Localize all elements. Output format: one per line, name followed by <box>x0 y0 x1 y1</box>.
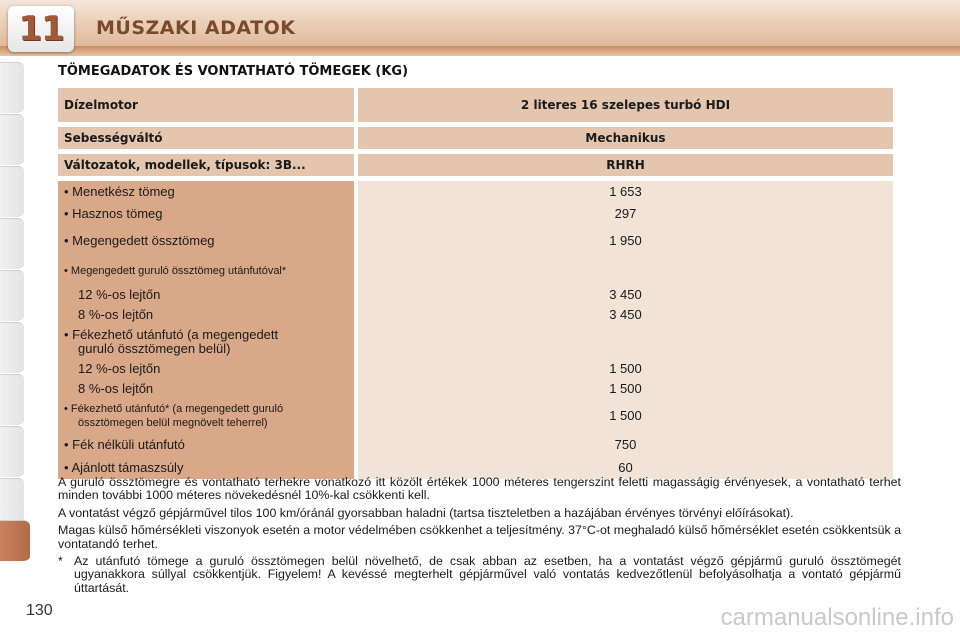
spec-row <box>58 181 893 203</box>
spec-header-label: Dízelmotor <box>58 88 354 122</box>
chapter-number: 11 <box>18 9 64 49</box>
spec-header-row <box>58 88 893 122</box>
chapter-tab[interactable] <box>0 374 24 426</box>
spec-label <box>58 285 354 305</box>
spec-value: 297 <box>358 203 893 225</box>
spec-row <box>58 305 893 325</box>
chapter-tab-active[interactable] <box>0 520 30 562</box>
footnote <box>58 555 901 595</box>
page-number: 130 <box>26 602 53 619</box>
chapter-tab[interactable] <box>0 270 24 322</box>
spec-label-text: • Fékezhető utánfutó* (a megengedett guruló <box>64 403 284 415</box>
chapter-tab[interactable] <box>0 426 24 478</box>
spec-label-text-cont: össztömegen belül megnövelt teherrel) <box>78 417 268 429</box>
specs-table <box>54 88 897 479</box>
note-paragraph: Magas külső hőmérsékleti viszonyok esetén a motor védelmében csökkenhet a teljesítmény. 37°C-ot meghaladó külső hőmérséklet esetén csökkentsük a vontatandó terhet. <box>58 523 901 551</box>
spec-row <box>58 257 893 285</box>
spec-value <box>358 257 893 285</box>
spec-label <box>58 257 354 285</box>
watermark: carmanualsonline.info <box>720 604 954 631</box>
spec-label <box>58 203 354 225</box>
spec-row <box>58 433 893 457</box>
spec-label-text: • Megengedett össztömeg <box>64 233 215 248</box>
chapter-tab[interactable] <box>0 62 24 114</box>
chapter-tab[interactable] <box>0 218 24 270</box>
spec-header-value: Mechanikus <box>358 127 893 149</box>
notes <box>58 476 901 595</box>
chapter-tab[interactable] <box>0 166 24 218</box>
spec-row <box>58 203 893 225</box>
footnote-text: Az utánfutó tömege a guruló össztömegen belül növelhető, de csak abban az esetben, ha a vontatást végző gépjármű guruló össztömegét ugyanakkora súllyal csökkentjük. Figyelem! A kevéssé megterhelt gépjárművel való vontatás kedvezőtlenül befolyásolhatja a vontató gépjármű úttartását. <box>74 554 901 595</box>
chapter-tab[interactable] <box>0 114 24 166</box>
footnote-marker: * <box>58 554 63 569</box>
note-paragraph: A guruló össztömegre és vontatható terhekre vonatkozó itt közölt értékek 1000 méteres tengerszint feletti magasságig érvényesek, a vontatható terhet minden további 1000 méteres növekedésnél 10%-kal csökkenti kell. <box>58 475 901 503</box>
spec-label-text: 12 %-os lejtőn <box>78 287 161 302</box>
spec-header-value: RHRH <box>358 154 893 176</box>
spec-label <box>58 399 354 433</box>
note-paragraph: A vontatást végző gépjárművel tilos 100 km/óránál gyorsabban haladni (tartsa tiszteletben a hazájában érvényes törvényi előírásokat). <box>58 505 794 520</box>
spec-label-text: 12 %-os lejtőn <box>78 361 161 376</box>
spec-value: 1 500 <box>358 379 893 399</box>
spec-label-text: 8 %-os lejtőn <box>78 307 154 322</box>
spec-row <box>58 325 893 359</box>
header-stripe <box>0 46 960 56</box>
spec-row <box>58 225 893 257</box>
spec-label <box>58 325 354 359</box>
spec-label-text: • Megengedett guruló össztömeg utánfutóval* <box>64 265 287 277</box>
spec-header-row <box>58 154 893 176</box>
spec-value: 1 653 <box>358 181 893 203</box>
spec-value <box>358 325 893 359</box>
chapter-tab[interactable] <box>0 322 24 374</box>
spec-label <box>58 181 354 203</box>
spec-header-value: 2 literes 16 szelepes turbó HDI <box>358 88 893 122</box>
chapter-title: MŰSZAKI ADATOK <box>96 17 296 39</box>
spec-label <box>58 305 354 325</box>
spec-label-text: • Hasznos tömeg <box>64 206 163 221</box>
spec-row <box>58 285 893 305</box>
spec-value: 1 500 <box>358 399 893 433</box>
spec-row <box>58 359 893 379</box>
spec-row <box>58 379 893 399</box>
spec-value: 60 <box>358 457 893 479</box>
spec-label-text: • Fékezhető utánfutó (a megengedett <box>64 327 279 342</box>
spec-label-text: • Fék nélküli utánfutó <box>64 437 185 452</box>
page-header <box>0 0 960 56</box>
chapter-badge <box>8 6 74 52</box>
spec-value: 1 950 <box>358 225 893 257</box>
spec-header-label: Sebességváltó <box>58 127 354 149</box>
spec-value: 3 450 <box>358 305 893 325</box>
spec-label <box>58 225 354 257</box>
spec-label-text-cont: guruló össztömegen belül) <box>78 341 231 356</box>
chapter-tab-rail <box>0 62 24 562</box>
spec-label <box>58 359 354 379</box>
section-title: TÖMEGADATOK ÉS VONTATHATÓ TÖMEGEK (KG) <box>58 64 409 79</box>
spec-label <box>58 379 354 399</box>
spec-value: 750 <box>358 433 893 457</box>
spec-label-text: 8 %-os lejtőn <box>78 381 154 396</box>
spec-row <box>58 399 893 433</box>
spec-value: 1 500 <box>358 359 893 379</box>
spec-label <box>58 433 354 457</box>
spec-value: 3 450 <box>358 285 893 305</box>
spec-header-label: Változatok, modellek, típusok: 3B... <box>58 154 354 176</box>
spec-label-text: • Ajánlott támaszsúly <box>64 460 184 475</box>
spec-header-row <box>58 127 893 149</box>
spec-label-text: • Menetkész tömeg <box>64 184 175 199</box>
